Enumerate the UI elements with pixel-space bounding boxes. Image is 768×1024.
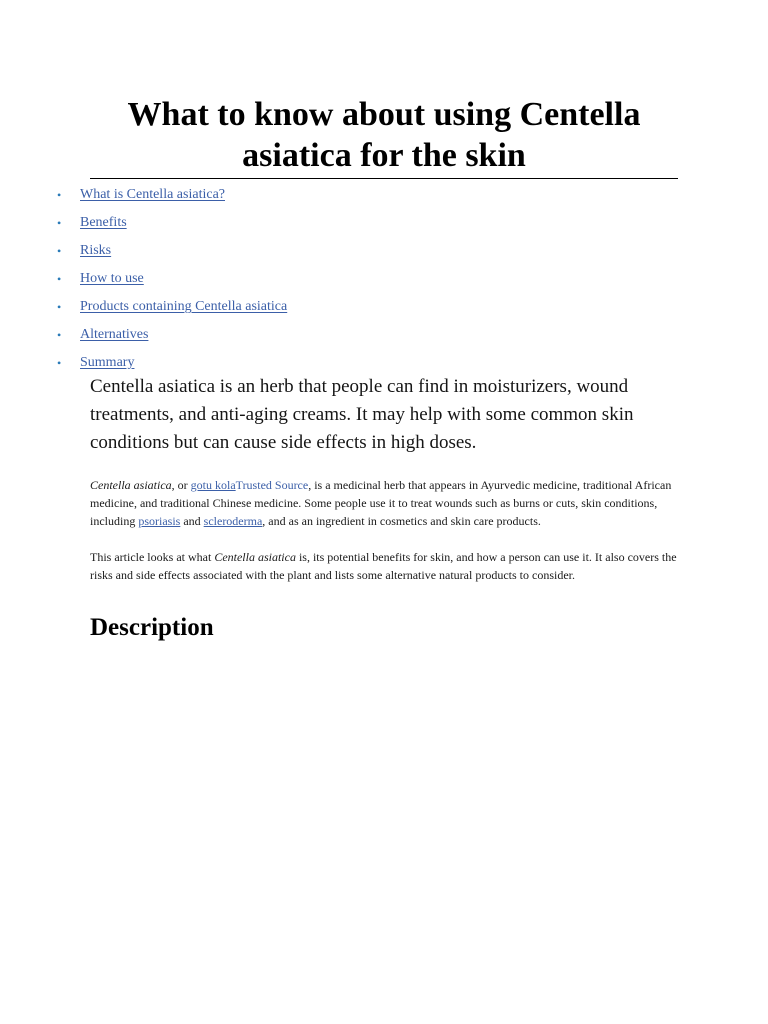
lead-paragraph: Centella asiatica is an herb that people can find in moisturizers, wound treatments, and anti-aging creams. It may help with some common skin conditions but can cause side effects in high doses. <box>90 376 634 453</box>
toc-item <box>52 323 287 351</box>
toc-item <box>52 211 287 239</box>
text-span: is, its potential benefits for skin, and how a person can use it. It also covers the risks and side effects associated with the plant and lists some alternative natural products to consider. <box>90 550 677 582</box>
intro-paragraph <box>90 476 680 530</box>
toc-link-how-to-use[interactable]: How to use <box>80 271 144 286</box>
toc-link-products[interactable]: Products containing Centella asiatica <box>80 299 288 314</box>
table-of-contents <box>52 183 287 379</box>
bullet-icon: • <box>57 328 62 342</box>
toc-item <box>52 183 287 211</box>
toc-item <box>52 267 287 295</box>
plant-name-italic: Centella asiatica <box>214 550 296 564</box>
section-heading-description: Description <box>90 614 214 641</box>
toc-link-what-is[interactable]: What is Centella asiatica? <box>80 187 225 202</box>
toc-link-alternatives[interactable]: Alternatives <box>80 327 149 342</box>
toc-link-risks[interactable]: Risks <box>80 243 112 258</box>
text-span: , or <box>171 478 191 492</box>
gotu-kola-link[interactable]: gotu kola <box>190 478 236 492</box>
psoriasis-link[interactable]: psoriasis <box>138 514 181 528</box>
toc-link-benefits[interactable]: Benefits <box>80 215 127 230</box>
toc-item <box>52 295 287 323</box>
text-span: and <box>180 514 204 528</box>
overview-paragraph <box>90 548 680 584</box>
text-span: , is a medicinal herb that appears in Ayurvedic medicine, traditional African medicine, and traditional Chinese medicine. Some people use it to treat wounds such as burns or cuts, skin conditions, including <box>90 478 672 528</box>
page-title: What to know about using Centella asiatica for the skin <box>90 94 678 179</box>
bullet-icon: • <box>57 216 62 230</box>
bullet-icon: • <box>57 272 62 286</box>
plant-name-italic: Centella asiatica <box>90 478 172 492</box>
bullet-icon: • <box>57 356 62 370</box>
trusted-source-link[interactable]: Trusted Source <box>235 478 309 492</box>
text-span: , and as an ingredient in cosmetics and skin care products. <box>262 514 541 528</box>
text-span: This article looks at what <box>90 550 215 564</box>
scleroderma-link[interactable]: scleroderma <box>203 514 263 528</box>
toc-link-summary[interactable]: Summary <box>80 355 135 370</box>
bullet-icon: • <box>57 300 62 314</box>
bullet-icon: • <box>57 188 62 202</box>
bullet-icon: • <box>57 244 62 258</box>
toc-item <box>52 239 287 267</box>
